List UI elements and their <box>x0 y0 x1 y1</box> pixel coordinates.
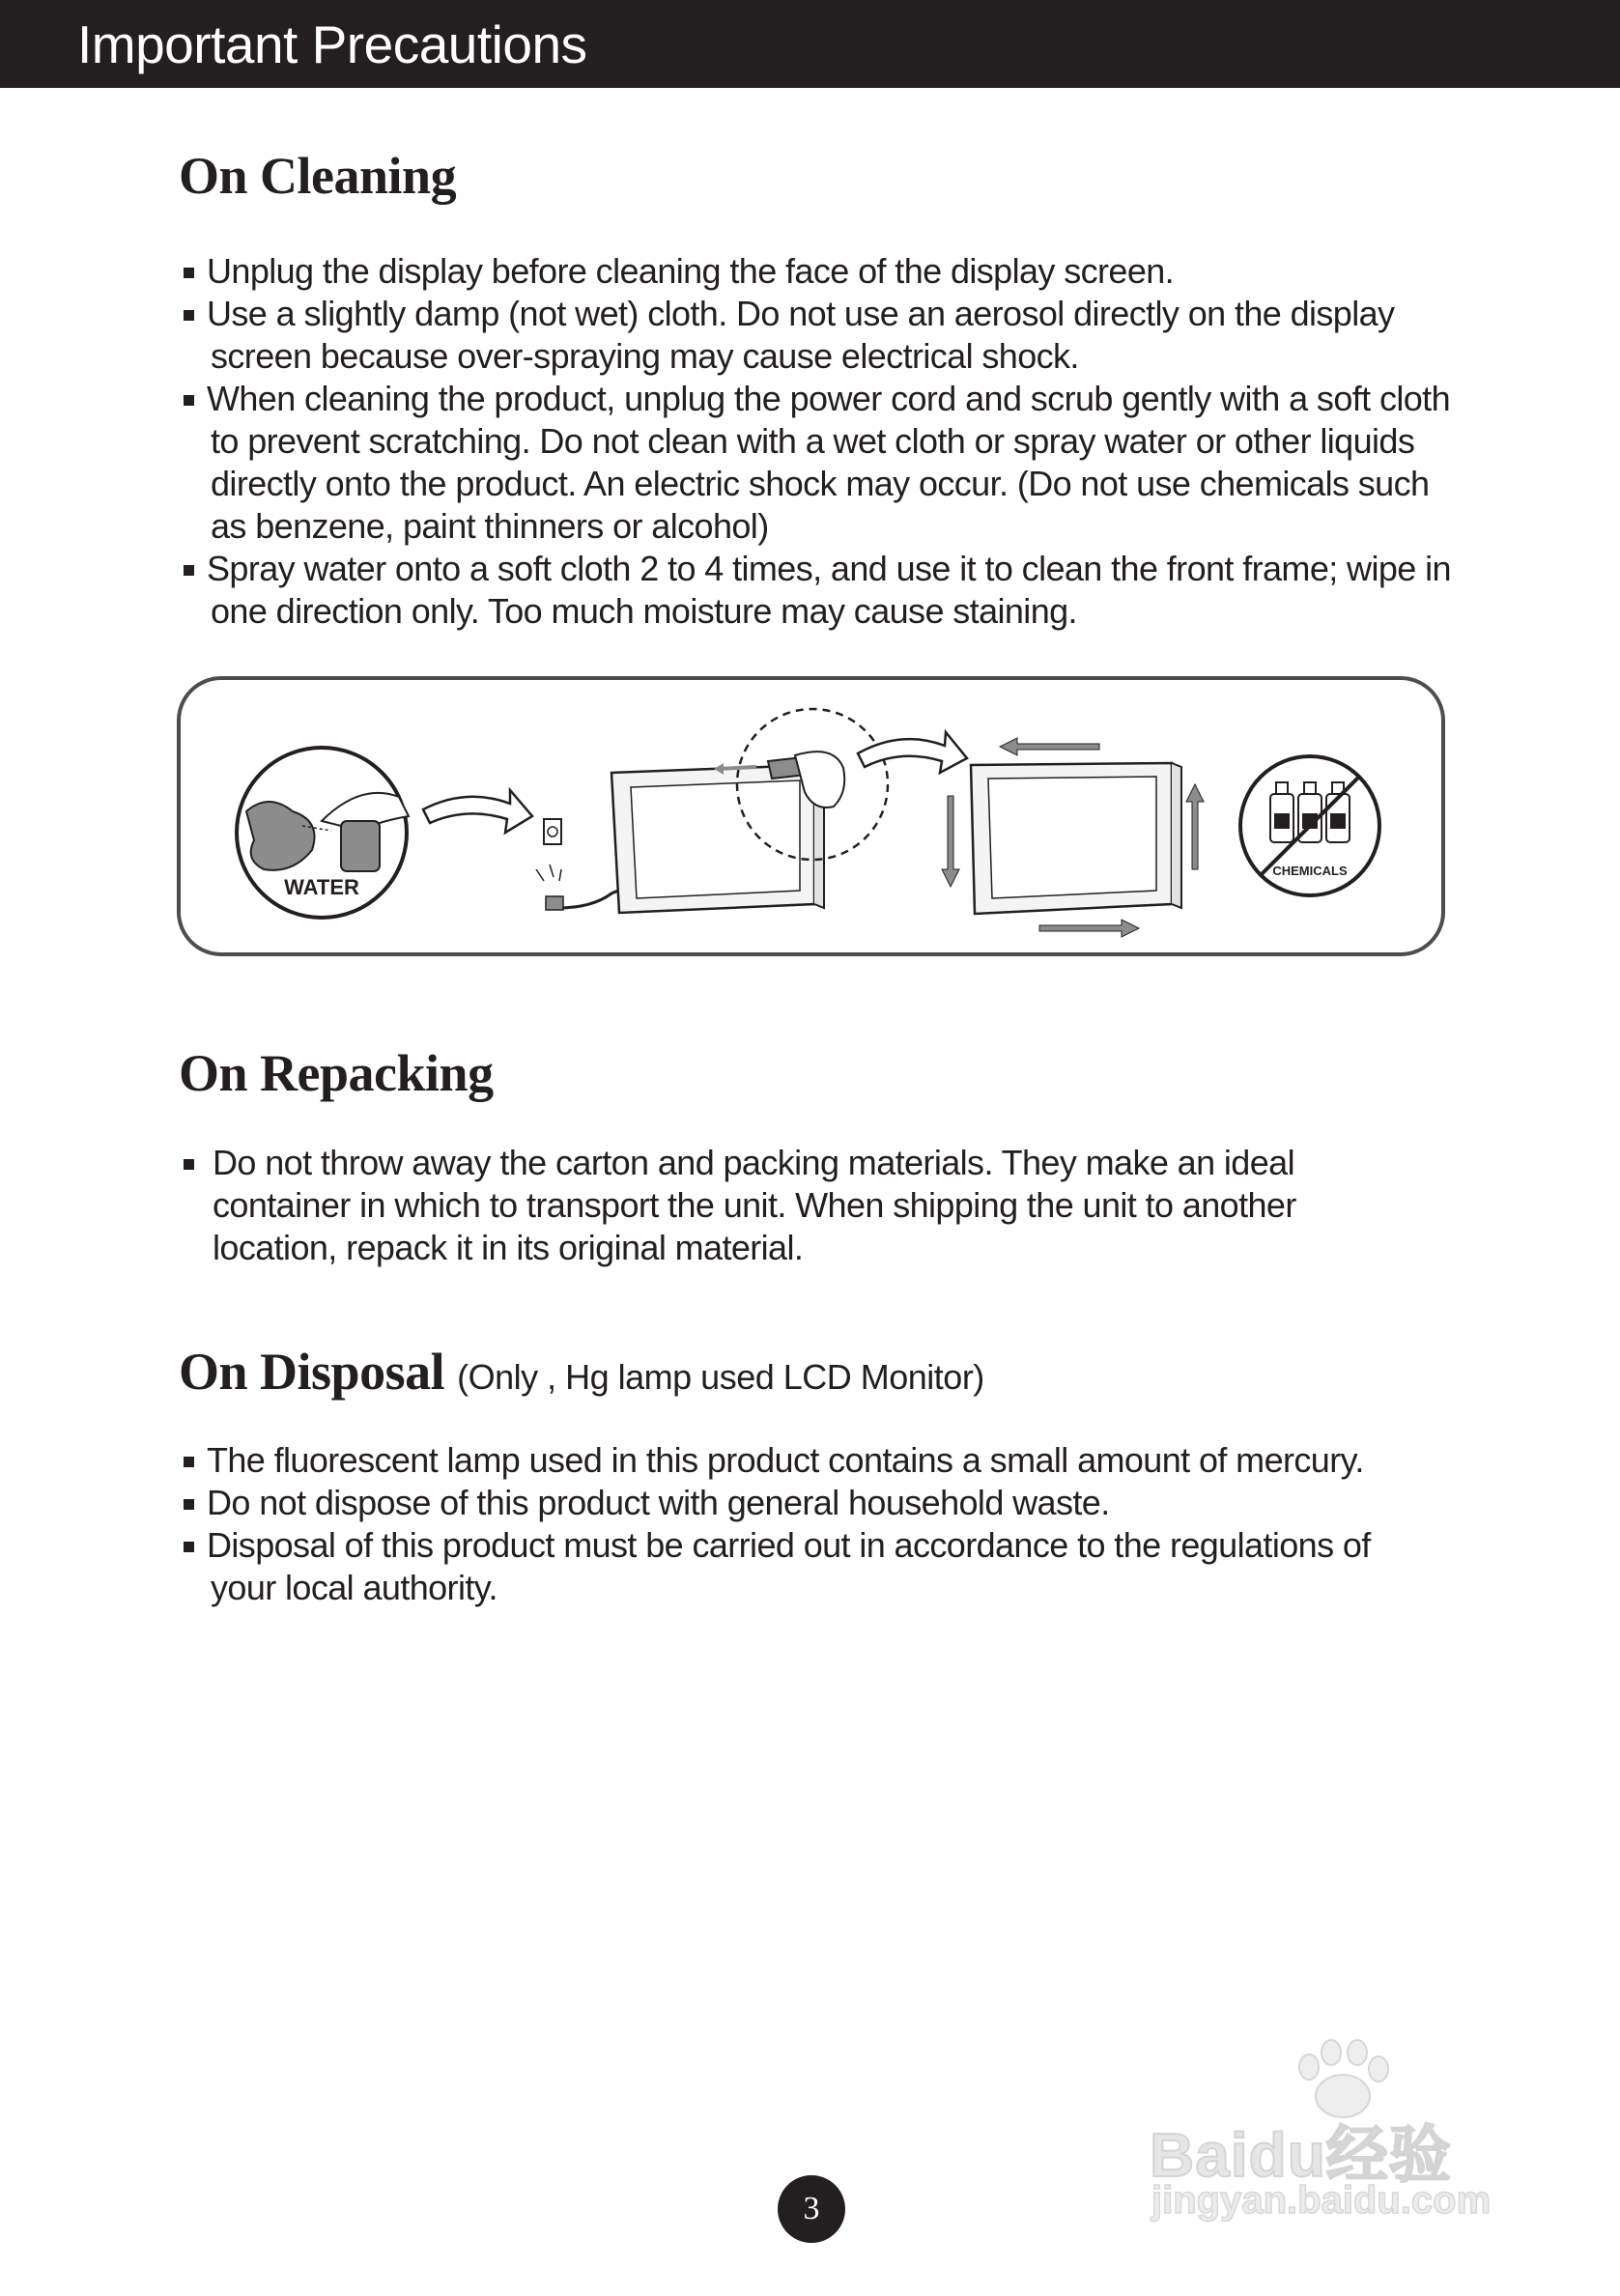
baidu-watermark <box>1140 2038 1546 2222</box>
bullet-square-icon <box>184 565 194 576</box>
bullet-square-icon <box>184 1457 194 1467</box>
no-chemicals-icon <box>1240 756 1379 895</box>
monitor-icon <box>611 765 824 913</box>
bullet-square-icon <box>184 268 194 278</box>
list-item: When cleaning the product, unplug the power cord and scrub gently with a soft cloth to prevent scratching. Do not clean with a wet cloth or spray water or other liquids directly onto the product. An electric shock may occur. (Do not use chemicals such as benzene, paint thinners or alcohol) <box>184 378 1459 548</box>
repacking-list <box>184 1142 1459 1269</box>
page-title: Important Precautions <box>77 14 587 74</box>
list-item: Use a slightly damp (not wet) cloth. Do not use an aerosol directly on the display screen because over-spraying may cause electrical shock. <box>184 293 1459 378</box>
cleaning-illustration <box>177 676 1445 956</box>
list-item: Spray water onto a soft cloth 2 to 4 times, and use it to clean the front frame; wipe in one direction only. Too much moisture may cause staining. <box>184 548 1459 633</box>
bullet-square-icon <box>184 1499 194 1510</box>
list-item: Do not dispose of this product with general household waste. <box>184 1482 1459 1524</box>
disposal-heading-text: On Disposal <box>179 1343 445 1401</box>
list-item: Do not throw away the carton and packing materials. They make an ideal container in which to transport the unit. When shipping the unit to another location, repack it in its original material. <box>184 1142 1459 1269</box>
page-number: 3 <box>778 2175 845 2243</box>
arrow-icon <box>423 790 532 833</box>
watermark-brand: Baidu经验 <box>1150 2120 1452 2190</box>
cleaning-list <box>184 250 1459 633</box>
disposal-heading-note: (Only , Hg lamp used LCD Monitor) <box>457 1357 984 1397</box>
cleaning-heading: On Cleaning <box>179 147 457 205</box>
list-item: Unplug the display before cleaning the face of the display screen. <box>184 250 1459 293</box>
bullet-square-icon <box>184 1159 194 1170</box>
repacking-heading: On Repacking <box>179 1044 494 1102</box>
bullet-square-icon <box>184 310 194 321</box>
watermark-url: jingyan.baidu.com <box>1151 2179 1492 2222</box>
bullet-square-icon <box>184 395 194 406</box>
disposal-list <box>184 1439 1459 1609</box>
bullet-square-icon <box>184 1542 194 1552</box>
water-spray-icon <box>237 748 409 918</box>
monitor-icon <box>971 763 1181 914</box>
list-item: The fluorescent lamp used in this product contains a small amount of mercury. <box>184 1439 1459 1482</box>
water-label: WATER <box>284 875 359 899</box>
chemicals-label: CHEMICALS <box>1272 864 1348 878</box>
list-item: Disposal of this product must be carried out in accordance to the regulations of your local authority. <box>184 1524 1459 1609</box>
disposal-heading <box>179 1341 984 1408</box>
header-bar <box>0 0 1620 88</box>
arrow-icon <box>858 732 967 773</box>
